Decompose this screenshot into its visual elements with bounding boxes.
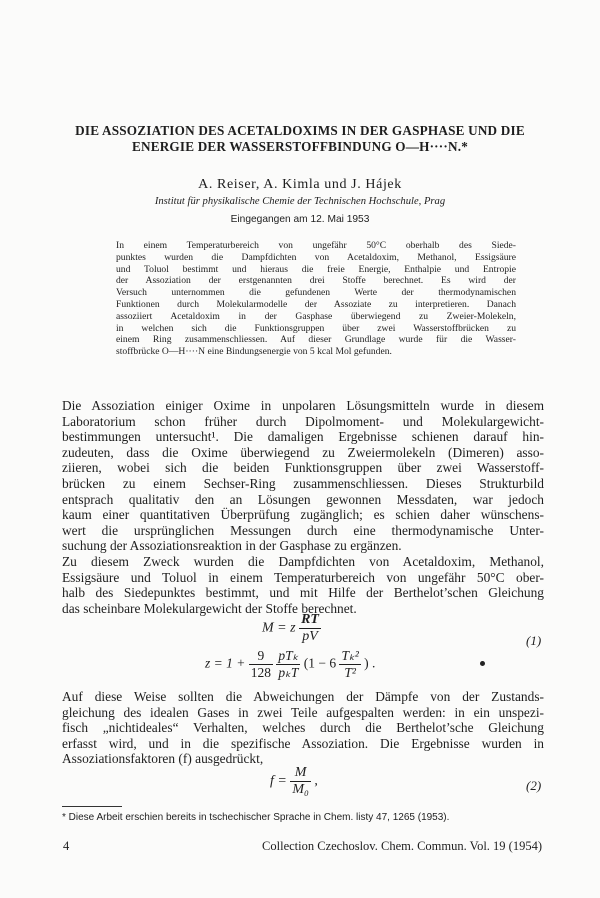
body-line: Laboratorium schon früher durch Dipolmoment- und Molekulargewicht- [62,413,544,429]
fraction-denominator: pV [302,629,318,644]
body-text-2 [62,689,544,767]
fraction-numerator: M [290,765,311,782]
abstract-line: und Toluol bestimmt und hieraus die freie Energie, Enthalpie und Entropie [116,263,516,275]
title-line-2: ENERGIE DER WASSERSTOFFBINDUNG O—H····N.* [131,139,468,154]
body-line: Die Assoziation einiger Oxime in unpolaren Lösungsmitteln wurde in diesem [62,398,544,413]
body-line: Assoziationsfaktoren (f) ausgedrückt, [62,751,264,767]
equation-2-comma: , [314,773,318,789]
ink-dot [480,661,485,666]
body-line: suchung der Assoziationsreaktion in der Gasphase zu ergänzen. [62,538,402,554]
equation-1-lhs: M = z [262,620,296,636]
footnote: * Diese Arbeit erschien bereits in tschechischer Sprache in Chem. listy 47, 1265 (1953). [62,812,450,823]
fraction-denominator: 128 [250,665,271,680]
abstract-line: assoziiert Acetaldoxim in der Gasphase überwiegend zu Zweier-Molekeln, [116,310,516,322]
abstract-line: Versuch unternommen die gefundenen Werte der thermodynamischen [116,287,516,299]
title-line-1: DIE ASSOZIATION DES ACETALDOXIMS IN DER GASPHASE UND DIE [75,123,525,138]
article-title [40,123,560,155]
abstract-line: punktes wurden die Dampfdichten von Acetaldoxim, Methanol, Essigsäure [116,251,516,263]
body-line: das scheinbare Molekulargewicht der Stoffe berechnet. [62,600,357,616]
fraction-m-m0 [290,765,311,798]
body-line: wert die ursprünglichen Messungen durch eine thermodynamische Unter- [62,522,544,538]
received-date: Eingegangen am 12. Mai 1953 [230,214,370,225]
body-line: kaum einer quantitativen Überprüfung zugänglich; es schien daher wünschens- [62,507,544,523]
fraction-numerator: RT [301,612,319,627]
journal-reference: Collection Czechoslov. Chem. Commun. Vol. 19 (1954) [262,839,542,853]
abstract-line: Funktionen durch Molekularmodelle der Assoziate zu interpretieren. Danach [116,298,516,310]
footnote-divider [62,806,122,807]
fraction-numerator: 9 [249,648,273,665]
abstract-line: der Assoziation der erstgenannten drei Stoffe berechnet. Es wird der [116,275,516,287]
body-text-1 [62,398,544,616]
abstract-line: einem Ring zusammenschliessen. Auf dieser Grundlage wurde für die Wasser- [116,334,516,346]
authors: A. Reiser, A. Kimla und J. Hájek [198,177,402,192]
body-line: Zu diesem Zweck wurden die Dampfdichten von Acetaldoxim, Methanol, [62,553,544,569]
body-line: Auf diese Weise sollten die Abweichungen der Dämpfe von der Zustands- [62,689,544,704]
equation-2-lhs: f = [270,773,287,789]
body-line: Essigsäure und Toluol in einem Temperaturbereich von ungefähr 50°C ober- [62,569,544,585]
fraction-rt-pv [299,612,321,645]
equation-1-line-1 [262,612,321,645]
fraction-numerator: pTₖ [278,648,299,663]
fraction-numerator: Tₖ² [341,648,359,663]
body-line: fisch „nichtideales“ Verhalten, welches durch die Berthelot’sche Gleichung [62,720,544,736]
fraction-9-128 [249,648,273,681]
body-line: brücken zu einem Sechser-Ring zusammenschliessen. Dieses Strukturbild [62,475,544,491]
equation-2 [270,765,318,798]
body-line: entsprach qualitativ den an Lösungen gewonnen Messdaten, war jedoch [62,491,544,507]
abstract-line: in welchen sich die Funktionsgruppen über zwei Wasserstoffbrücken zu [116,322,516,334]
body-line: erfasst wird, und in die spezifische Assoziation. Die Ergebnisse wurden in [62,735,544,751]
equation-1-number: (1) [526,633,542,648]
fraction-ptk-pkt [276,648,300,681]
equation-1-paren-close: ) . [364,655,376,671]
fraction-denominator: T² [344,665,356,680]
fraction-denominator: pₖT [278,665,299,680]
equation-1-z: z = 1 + [205,655,246,671]
body-line: bestimmungen untersucht¹. Die damaligen Ergebnisse schienen darauf hin- [62,429,544,445]
equation-2-number: (2) [526,778,542,793]
body-line: gleichung des idealen Gases in zwei Teile aufgespalten werden: in ein unspezi- [62,704,544,720]
abstract [116,240,516,358]
institute: Institut für physikalische Chemie der Technischen Hochschule, Prag [154,196,446,207]
equation-1-line-2 [205,648,375,681]
body-line: ziieren, wobei sich die beiden Funktionsgruppen über zwei Wasserstoff- [62,460,544,476]
body-line: halb des Siedepunktes bestimmt, und mit Hilfe der Berthelot’schen Gleichung [62,585,544,601]
equation-1-paren-open: (1 − 6 [303,655,337,671]
fraction-denominator: M₀ [292,782,309,797]
fraction-tk2-t2 [339,648,360,681]
page-number: 4 [63,839,70,853]
body-line: zudeuten, dass die Oxime überwiegend zu Zweiermolekeln (Dimeren) asso- [62,444,544,460]
abstract-line: stoffbrücke O—H····N eine Bindungsenergie von 5 kcal Mol gefunden. [116,346,392,358]
abstract-line: In einem Temperaturbereich von ungefähr 50°C oberhalb des Siede- [116,240,516,251]
